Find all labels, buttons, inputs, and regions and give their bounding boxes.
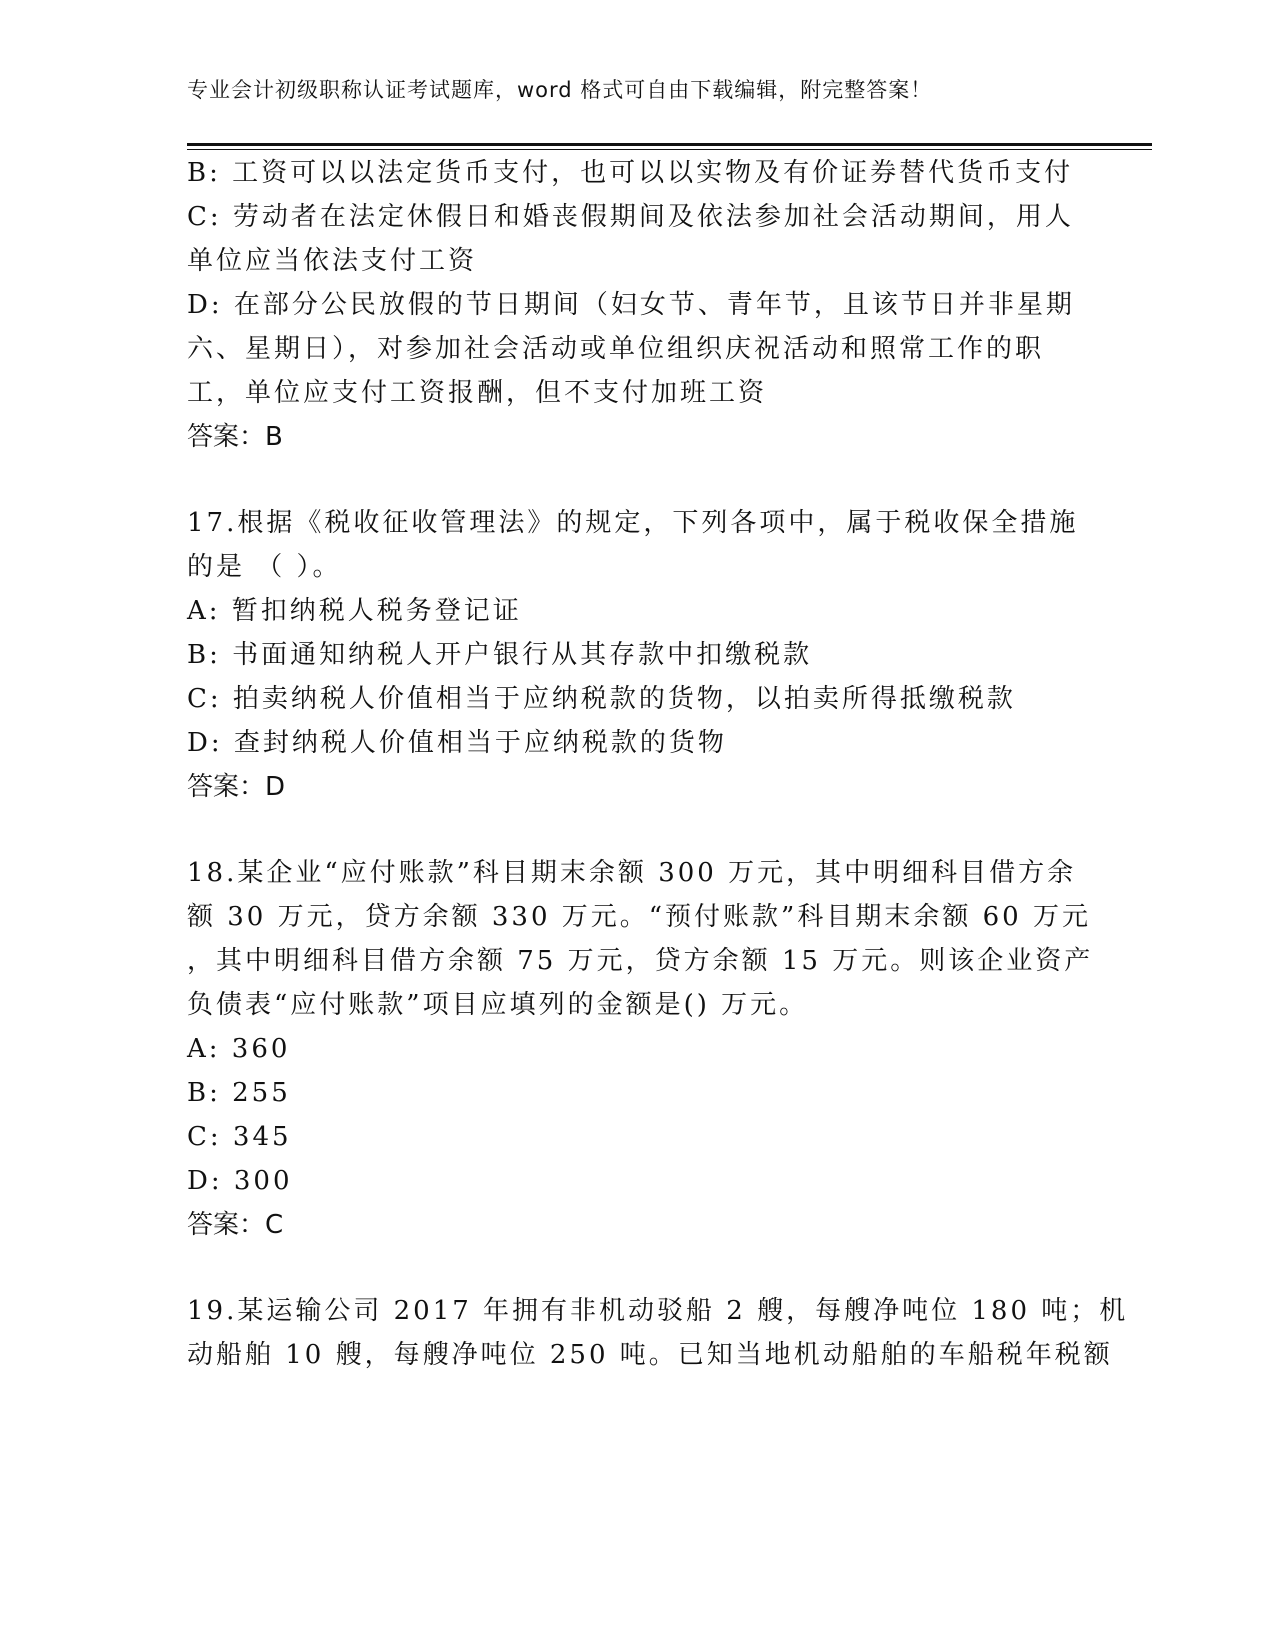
q16-answer: 答案：B <box>187 422 283 452</box>
q17-stem-line1: 17.根据《税收征收管理法》的规定，下列各项中，属于税收保全措施 <box>187 508 1079 538</box>
q16-option-c-line1: C: 劳动者在法定休假日和婚丧假期间及依法参加社会活动期间，用人 <box>187 202 1074 232</box>
q18-stem-line4: 负债表“应付账款”项目应填列的金额是() 万元。 <box>187 990 809 1020</box>
q19-stem-line2: 动船舶 10 艘，每艘净吨位 250 吨。已知当地机动船舶的车船税年税额 <box>187 1340 1113 1370</box>
q18-option-d: D: 300 <box>187 1166 293 1196</box>
q18-stem-line1: 18.某企业“应付账款”科目期末余额 300 万元，其中明细科目借方余 <box>187 858 1077 888</box>
q18-option-c: C: 345 <box>187 1122 292 1152</box>
page-header: 专业会计初级职称认证考试题库，word 格式可自由下载编辑，附完整答案！ <box>187 78 933 102</box>
q18-option-a: A: 360 <box>187 1034 291 1064</box>
q17-answer: 答案：D <box>187 772 286 802</box>
q18-option-b: B: 255 <box>187 1078 291 1108</box>
q17-option-c: C: 拍卖纳税人价值相当于应纳税款的货物，以拍卖所得抵缴税款 <box>187 684 1016 714</box>
q16-option-d-line3: 工，单位应支付工资报酬，但不支付加班工资 <box>187 378 768 408</box>
q18-answer: 答案：C <box>187 1210 284 1240</box>
q16-option-c-line2: 单位应当依法支付工资 <box>187 246 478 276</box>
q16-option-b: B: 工资可以以法定货币支付，也可以以实物及有价证券替代货币支付 <box>187 158 1074 188</box>
q16-option-d-line2: 六、星期日），对参加社会活动或单位组织庆祝活动和照常工作的职 <box>187 334 1045 364</box>
q17-stem-line2: 的是 （ ）。 <box>187 552 342 582</box>
q19-stem-line1: 19.某运输公司 2017 年拥有非机动驳船 2 艘，每艘净吨位 180 吨；机 <box>187 1296 1129 1326</box>
q18-stem-line3: ，其中明细科目借方余额 75 万元，贷方余额 15 万元。则该企业资产 <box>187 946 1094 976</box>
q17-option-a: A: 暂扣纳税人税务登记证 <box>187 596 522 626</box>
q17-option-b: B: 书面通知纳税人开户银行从其存款中扣缴税款 <box>187 640 813 670</box>
header-rule-thick <box>187 143 1152 146</box>
q16-option-d-line1: D: 在部分公民放假的节日期间（妇女节、青年节，且该节日并非星期 <box>187 290 1075 320</box>
header-rule-thin <box>187 149 1152 150</box>
q17-option-d: D: 查封纳税人价值相当于应纳税款的货物 <box>187 728 727 758</box>
q18-stem-line2: 额 30 万元，贷方余额 330 万元。“预付账款”科目期末余额 60 万元 <box>187 902 1091 932</box>
